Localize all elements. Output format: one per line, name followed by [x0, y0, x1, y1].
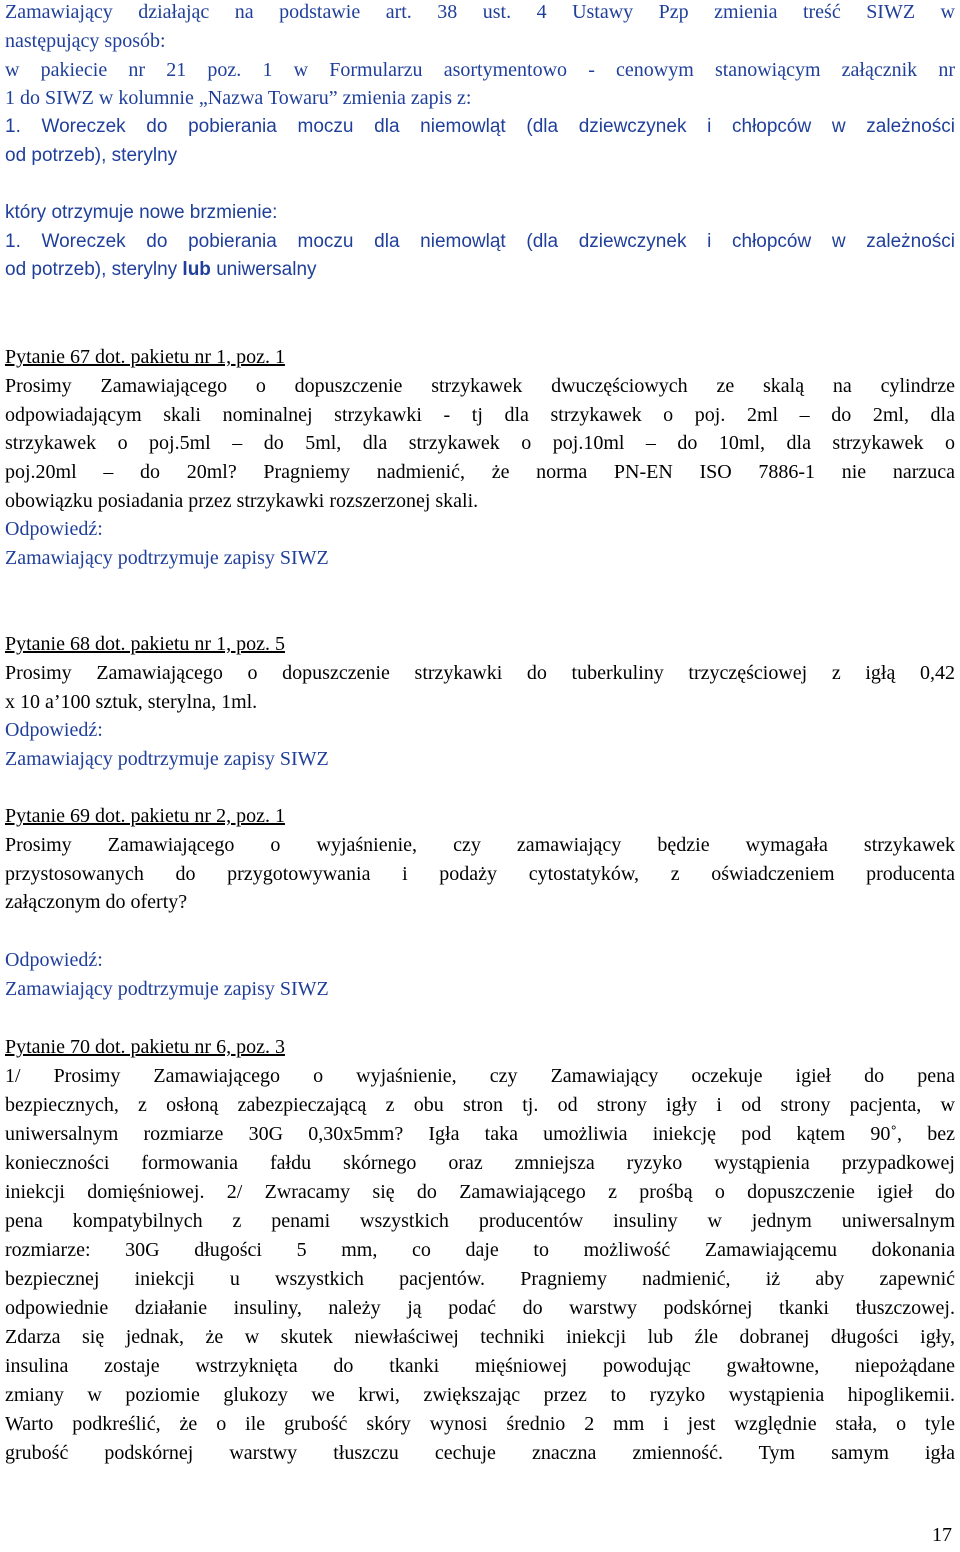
question-70-line-12: zmiany w poziomie glukozy we krwi, zwiększając przez to ryzyko wystąpienia hipoglikemii. [5, 1384, 955, 1406]
question-70-line-5: iniekcji domięśniowej. 2/ Zwracamy się do Zamawiającego z prośbą o dopuszczenie igieł do [5, 1181, 955, 1203]
page-number: 17 [932, 1524, 952, 1546]
question-69-title: Pytanie 69 dot. pakietu nr 2, poz. 1 [5, 805, 285, 827]
new-name-header: który otrzymuje nowe brzmienie: [5, 202, 278, 223]
question-70-line-6: pena kompatybilnych z penami wszystkich producentów insuliny w jednym uniwersalnym [5, 1210, 955, 1232]
intro-line-3: w pakiecie nr 21 poz. 1 w Formularzu asortymentowo - cenowym stanowiącym załącznik nr [5, 59, 955, 81]
question-68-title: Pytanie 68 dot. pakietu nr 1, poz. 5 [5, 633, 285, 655]
question-70-line-13: Warto podkreślić, że o ile grubość skóry wynosi średnio 2 mm i jest względnie stała, o tyle [5, 1413, 955, 1435]
question-70-line-8: bezpiecznej iniekcji u wszystkich pacjentów. Pragniemy nadmienić, iż aby zapewnić [5, 1268, 955, 1290]
new-name-bold-lub: lub [182, 259, 211, 280]
question-67-answer: Zamawiający podtrzymuje zapisy SIWZ [5, 547, 329, 569]
intro-line-2: następujący sposób: [5, 30, 166, 52]
intro-line-4: 1 do SIWZ w kolumnie „Nazwa Towaru” zmienia zapis z: [5, 87, 472, 109]
question-70-title: Pytanie 70 dot. pakietu nr 6, poz. 3 [5, 1036, 285, 1058]
question-70-line-1: 1/ Prosimy Zamawiającego o wyjaśnienie, czy Zamawiający oczekuje igieł do pena [5, 1065, 955, 1087]
question-67-line-5: obowiązku posiadania przez strzykawki rozszerzonej skali. [5, 490, 479, 512]
question-69-line-2: przystosowanych do przygotowywania i podaży cytostatyków, z oświadczeniem producenta [5, 863, 955, 885]
question-70-line-14: grubość podskórnej warstwy tłuszczu cechuje znaczna zmienność. Tym samym igła [5, 1442, 955, 1464]
question-68-line-1: Prosimy Zamawiającego o dopuszczenie strzykawki do tuberkuliny trzyczęściowej z igłą 0,42 [5, 662, 955, 684]
question-70-line-4: konieczności formowania fałdu skórnego oraz zmniejsza ryzyko wystąpienia przypadkowej [5, 1152, 955, 1174]
question-70-line-3: uniwersalnym rozmiarze 30G 0,30x5mm? Igła taka umożliwia iniekcję pod kątem 90˚, bez [5, 1123, 955, 1145]
question-69-line-3: załączonym do oferty? [5, 891, 188, 913]
question-68-answer: Zamawiający podtrzymuje zapisy SIWZ [5, 748, 329, 770]
question-67-line-1: Prosimy Zamawiającego o dopuszczenie strzykawek dwuczęściowych ze skalą na cylindrze [5, 375, 955, 397]
question-67-line-2: odpowiadającym skali nominalnej strzykawki - tj dla strzykawek o poj. 2ml – do 2ml, dla [5, 404, 955, 426]
question-70-line-10: Zdarza się jednak, że w skutek niewłaściwej techniki iniekcji lub źle dobranej długości igły, [5, 1326, 955, 1348]
new-name-text-a: od potrzeb), sterylny [5, 259, 183, 280]
question-70-line-2: bezpiecznych, z osłoną zabezpieczającą z obu stron tj. od strony igły i od strony pacjenta, w [5, 1094, 955, 1116]
new-name-text-b: uniwersalny [210, 259, 317, 280]
old-name-line-1: 1. Woreczek do pobierania moczu dla niemowląt (dla dziewczynek i chłopców w zależności [5, 116, 955, 137]
question-70-line-11: insulina zostaje wstrzyknięta do tkanki mięśniowej powodując gwałtowne, niepożądane [5, 1355, 955, 1377]
question-70-line-9: odpowiednie działanie insuliny, należy ją podać do warstwy podskórnej tkanki tłuszczowej. [5, 1297, 955, 1319]
question-68-answer-label: Odpowiedź: [5, 719, 103, 741]
question-67-line-3: strzykawek o poj.5ml – do 5ml, dla strzykawek o poj.10ml – do 10ml, dla strzykawek o [5, 432, 955, 454]
intro-line-1: Zamawiający działając na podstawie art. 38 ust. 4 Ustawy Pzp zmienia treść SIWZ w [5, 1, 955, 23]
question-67-title: Pytanie 67 dot. pakietu nr 1, poz. 1 [5, 346, 285, 368]
question-67-answer-label: Odpowiedź: [5, 518, 103, 540]
question-69-answer-label: Odpowiedź: [5, 949, 103, 971]
question-68-line-2: x 10 a’100 sztuk, sterylna, 1ml. [5, 691, 258, 713]
new-name-line-1: 1. Woreczek do pobierania moczu dla niemowląt (dla dziewczynek i chłopców w zależności [5, 231, 955, 252]
question-69-line-1: Prosimy Zamawiającego o wyjaśnienie, czy zamawiający będzie wymagała strzykawek [5, 834, 955, 856]
old-name-line-2: od potrzeb), sterylny [5, 145, 178, 166]
question-70-line-7: rozmiarze: 30G długości 5 mm, co daje to możliwość Zamawiającemu dokonania [5, 1239, 955, 1261]
new-name-line-2 [5, 258, 317, 282]
question-67-line-4: poj.20ml – do 20ml? Pragniemy nadmienić, że norma PN-EN ISO 7886-1 nie narzuca [5, 461, 955, 483]
question-69-answer: Zamawiający podtrzymuje zapisy SIWZ [5, 978, 329, 1000]
